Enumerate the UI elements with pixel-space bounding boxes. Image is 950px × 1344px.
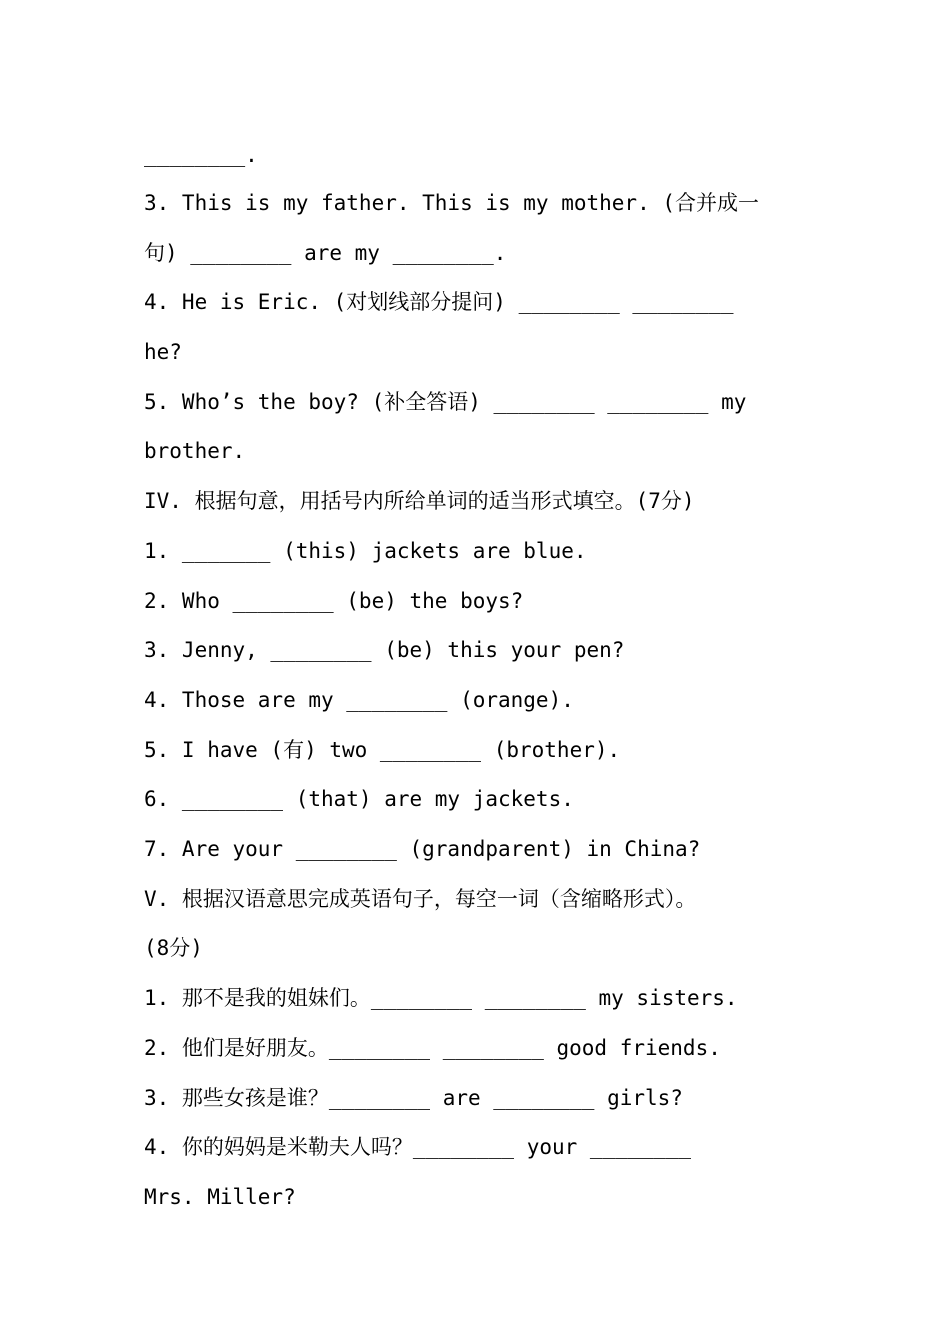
exercise-item-4-question: 4. He is Eric. (对划线部分提问) ________ ________ (144, 290, 734, 314)
section-iv-item-6: 6. ________ (that) are my jackets. (144, 787, 574, 811)
section-iv-heading: IV. 根据句意，用括号内所给单词的适当形式填空。(7分) (144, 489, 695, 513)
section-v-item-3: 3. 那些女孩是谁？________ are ________ girls? (144, 1086, 683, 1110)
section-iv-item-5: 5. I have (有) two ________ (brother). (144, 738, 621, 762)
exercise-item-4-question-cont: he? (144, 340, 182, 364)
section-iv-item-2: 2. Who ________ (be) the boys? (144, 589, 524, 613)
section-v-heading-score: (8分) (144, 936, 203, 960)
section-v-item-4-cont: Mrs. Miller? (144, 1185, 296, 1209)
exercise-item-3-combine-cont: 句) ________ are my ________. (144, 241, 507, 265)
section-iv-item-7: 7. Are your ________ (grandparent) in China? (144, 837, 701, 861)
section-v-item-2: 2. 他们是好朋友。________ ________ good friends. (144, 1036, 721, 1060)
exercise-item-5-answer-cont: brother. (144, 439, 246, 463)
section-iv-item-4: 4. Those are my ________ (orange). (144, 688, 574, 712)
exercise-item-3-combine: 3. This is my father. This is my mother. (合并成一 (144, 191, 760, 215)
answer-blank-line: ________. (144, 143, 258, 167)
exercise-item-5-answer: 5. Who’s the boy? (补全答语) ________ ________ my (144, 390, 747, 414)
section-v-heading: V. 根据汉语意思完成英语句子，每空一词（含缩略形式）。 (144, 887, 697, 911)
section-v-item-1: 1. 那不是我的姐妹们。________ ________ my sisters. (144, 986, 738, 1010)
section-v-item-4: 4. 你的妈妈是米勒夫人吗？________ your ________ (144, 1135, 692, 1159)
section-iv-item-1: 1. _______ (this) jackets are blue. (144, 539, 587, 563)
section-iv-item-3: 3. Jenny, ________ (be) this your pen? (144, 638, 625, 662)
